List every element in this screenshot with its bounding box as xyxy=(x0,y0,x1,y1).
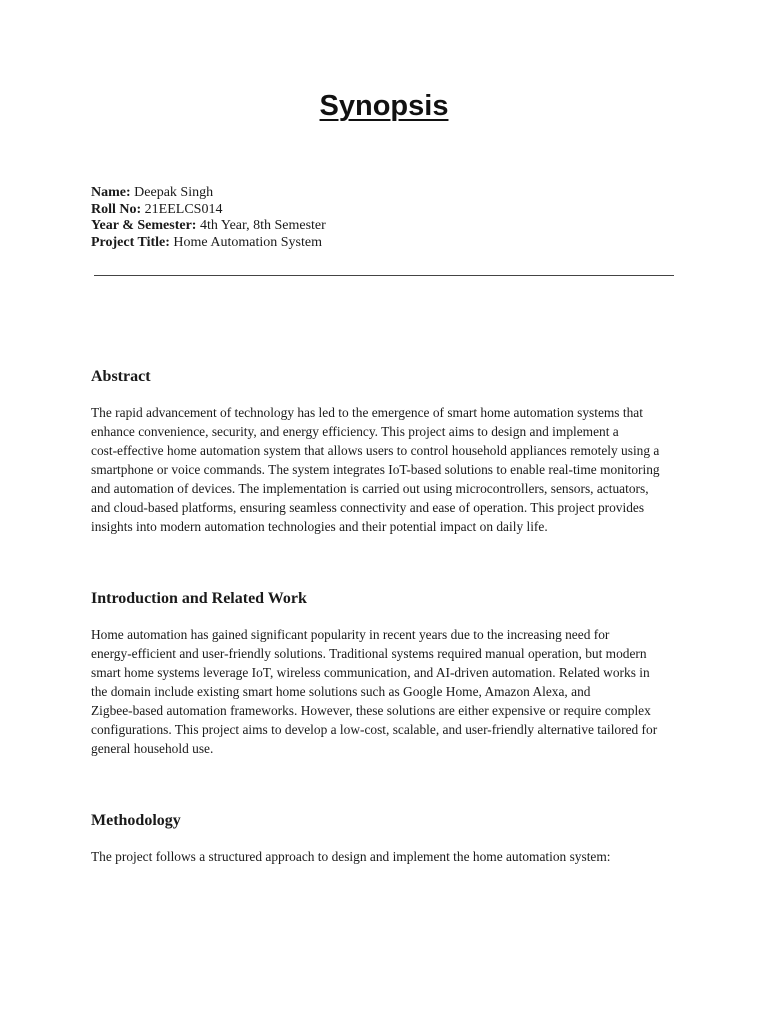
paragraph-line: The project follows a structured approach to design and implement the home automation system: xyxy=(91,849,611,864)
paragraph-line: Zigbee-based automation frameworks. However, these solutions are either expensive or require complex xyxy=(91,703,651,718)
roll-row xyxy=(91,202,691,219)
paragraph-line: The rapid advancement of technology has led to the emergence of smart home automation systems that xyxy=(91,405,643,420)
methodology-paragraph xyxy=(91,847,691,866)
paragraph-line: and cloud-based platforms, ensuring seamless connectivity and ease of operation. This project provides xyxy=(91,500,645,515)
project-title-row xyxy=(91,235,691,252)
paragraph-line: general household use. xyxy=(91,741,214,756)
abstract-heading: Abstract xyxy=(91,368,151,385)
introduction-heading: Introduction and Related Work xyxy=(91,590,307,607)
name-row xyxy=(91,185,691,202)
project-title-value: Home Automation System xyxy=(169,234,322,250)
paragraph-line: the domain include existing smart home solutions such as Google Home, Amazon Alexa, and xyxy=(91,684,591,699)
horizontal-divider xyxy=(94,275,674,276)
paragraph-line: insights into modern automation technologies and their potential impact on daily life. xyxy=(91,519,548,534)
paragraph-line: configurations. This project aims to develop a low-cost, scalable, and user-friendly alternative tailored for xyxy=(91,722,658,737)
paragraph-line: smartphone or voice commands. The system integrates IoT-based solutions to enable real-time monitoring xyxy=(91,462,660,477)
name-label: Name: xyxy=(91,185,131,200)
paragraph-line: Home automation has gained significant popularity in recent years due to the increasing need for xyxy=(91,627,610,642)
year-semester-row xyxy=(91,218,691,235)
paragraph-line: enhance convenience, security, and energy efficiency. This project aims to design and implement a xyxy=(91,424,619,439)
roll-value: 21EELCS014 xyxy=(141,201,223,217)
name-value: Deepak Singh xyxy=(130,185,214,200)
paragraph-line: smart home systems leverage IoT, wireless communication, and AI-driven automation. Related works in xyxy=(91,665,650,680)
year-semester-label: Year & Semester: xyxy=(91,218,197,233)
year-semester-value: 4th Year, 8th Semester xyxy=(196,218,326,233)
student-details xyxy=(91,185,691,251)
paragraph-line: cost-effective home automation system that allows users to control household appliances remotely using a xyxy=(91,443,660,458)
paragraph-line: energy-efficient and user-friendly solutions. Traditional systems required manual operation, but modern xyxy=(91,646,647,661)
project-title-label: Project Title: xyxy=(91,234,170,250)
roll-label: Roll No: xyxy=(91,201,142,217)
page-title: Synopsis xyxy=(319,90,449,122)
abstract-paragraph xyxy=(91,403,691,536)
introduction-paragraph xyxy=(91,625,691,758)
paragraph-line: and automation of devices. The implementation is carried out using microcontrollers, sensors, actuators, xyxy=(91,481,649,496)
methodology-heading: Methodology xyxy=(91,812,181,829)
